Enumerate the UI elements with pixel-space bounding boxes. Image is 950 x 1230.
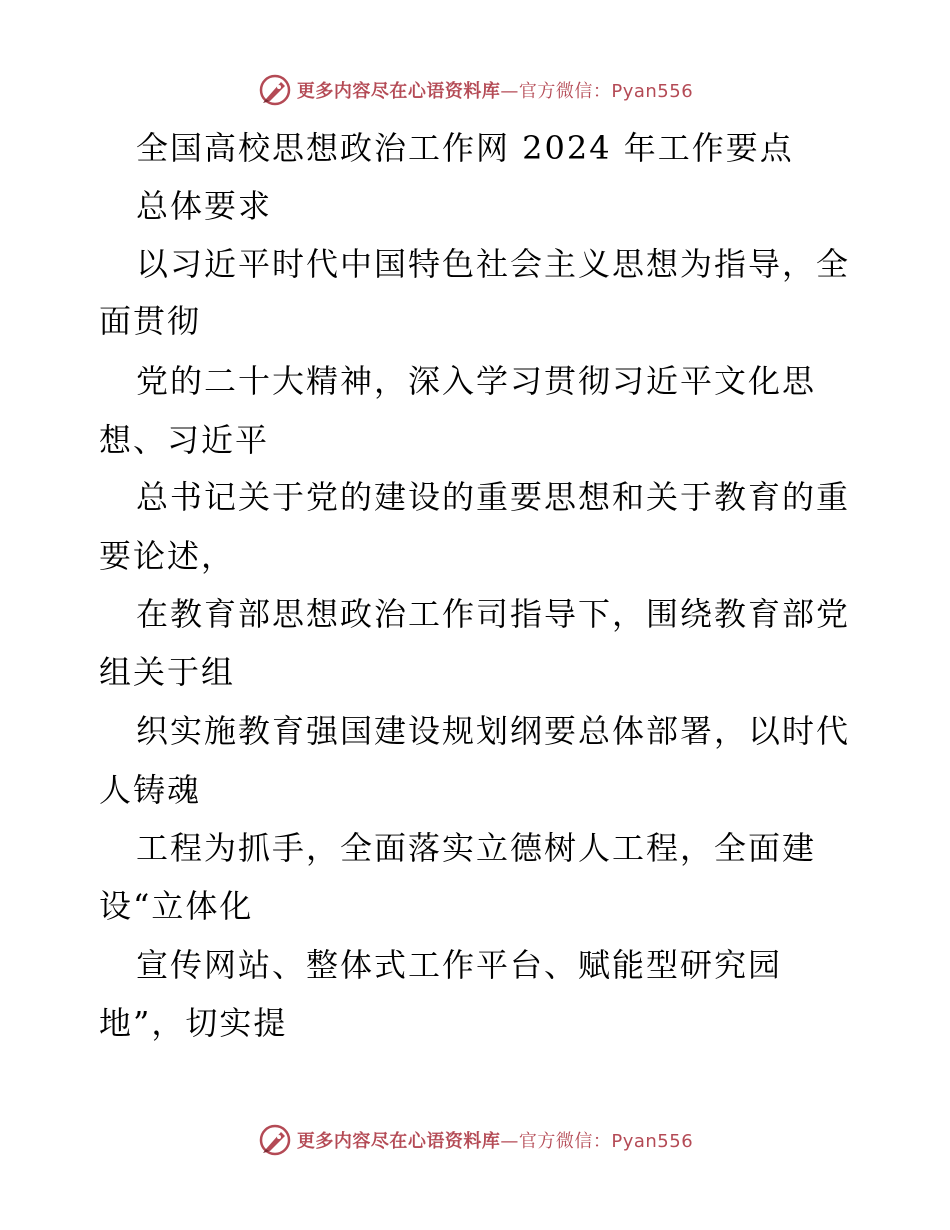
section-heading: 总体要求 — [136, 187, 273, 225]
header-watermark-banner — [0, 70, 950, 110]
paragraph-line: 总书记关于党的建设的重要思想和关于教育的重 — [136, 478, 851, 516]
watermark-main-text: 更多内容尽在心语资料库 — [296, 1131, 501, 1152]
paragraph-line: 组关于组 — [99, 653, 236, 691]
paragraph-line: 党的二十大精神，深入学习贯彻习近平文化思 — [136, 362, 817, 400]
paragraph-line: 地”，切实提 — [99, 1004, 288, 1042]
watermark-text — [297, 1127, 693, 1153]
document-title: 全国高校思想政治工作网 2024 年工作要点 — [136, 129, 794, 167]
watermark-wechat-label: 官方微信： — [518, 81, 612, 102]
footer-watermark-banner — [0, 1120, 950, 1160]
paragraph-line: 想、习近平 — [99, 421, 270, 459]
paragraph-line: 面贯彻 — [99, 302, 202, 340]
watermark-wechat-id: Pyan556 — [611, 81, 694, 102]
watermark-text — [297, 77, 693, 103]
paragraph-line: 在教育部思想政治工作司指导下，围绕教育部党 — [136, 595, 851, 633]
paragraph-line: 宣传网站、整体式工作平台、赋能型研究园 — [136, 946, 783, 984]
watermark-dash: — — [500, 81, 519, 102]
paragraph-line: 要论述， — [99, 537, 236, 575]
paragraph-line: 以习近平时代中国特色社会主义思想为指导，全 — [136, 245, 851, 283]
pen-nib-logo-icon — [257, 1122, 293, 1158]
paragraph-line: 人铸魂 — [99, 771, 202, 809]
pen-nib-logo-icon — [257, 72, 293, 108]
paragraph-line: 工程为抓手，全面落实立德树人工程，全面建 — [136, 829, 817, 867]
watermark-dash: — — [500, 1131, 519, 1152]
watermark-wechat-id: Pyan556 — [611, 1131, 694, 1152]
paragraph-line: 设“立体化 — [99, 887, 254, 925]
paragraph-line: 织实施教育强国建设规划纲要总体部署，以时代 — [136, 712, 851, 750]
watermark-wechat-label: 官方微信： — [518, 1131, 612, 1152]
watermark-main-text: 更多内容尽在心语资料库 — [296, 81, 501, 102]
